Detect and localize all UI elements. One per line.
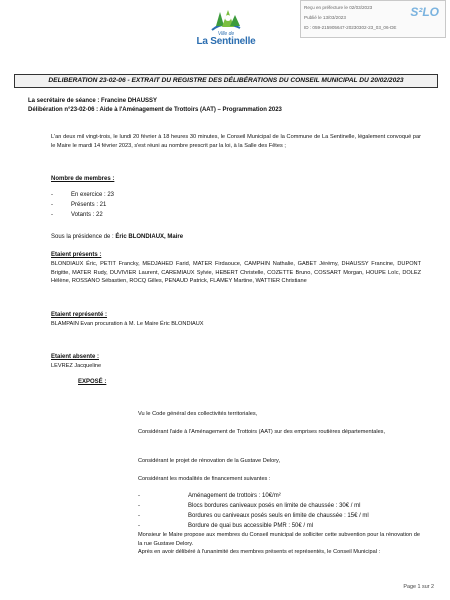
nombre-dash-1: - [51, 192, 53, 198]
nombre-item: Votants : 22 [71, 212, 103, 218]
logo-subtitle: Ville de [217, 31, 235, 37]
financement-dash-1: - [138, 493, 140, 499]
stamp-published: Publié le 13/03/2023 [304, 15, 346, 20]
presidence-name: Éric BLONDIAUX, Maire [115, 234, 184, 240]
nombre-title: Nombre de membres : [51, 176, 115, 182]
nombre-dash-3: - [51, 212, 53, 218]
absente-title: Etaient absente : [51, 354, 100, 360]
deliberation-banner: DELIBERATION 23-02-06 - EXTRAIT DU REGISTRE DES DÉLIBÉRATIONS DU CONSEIL MUNICIPAL DU 20/02/2023 [14, 74, 438, 88]
presents-title: Etaient présents : [51, 252, 102, 258]
stamp-id: ID : 059-215905647-20230302-23_03_06-DE [304, 25, 397, 30]
financement-item: Bordures ou caniveaux posés seuls en limite de chaussée : 15€ / ml [188, 513, 369, 519]
monsieur-paragraph: Monsieur le Maire propose aux membres du Conseil municipal de solliciter cette subvention pour la rénovation de la rue Gustave Delory. [138, 532, 420, 547]
represente-text: BLAMPAIN Evan procuration à M. Le Maire Éric BLONDIAUX [51, 321, 204, 327]
financement-item: Bordure de quai bus accessible PMR : 50€ / ml [188, 523, 314, 529]
intro-paragraph: L'an deux mil vingt-trois, le lundi 20 février à 18 heures 30 minutes, le Conseil Municipal de la Commune de La Sentinelle, légalement convoqué par le Maire le mardi 14 février 2023, s'est réuni au nombre prescrit par la loi, à la Salle des Fêtes ; [51, 134, 421, 149]
prefecture-stamp [300, 0, 446, 38]
presidence-line [51, 233, 183, 241]
logo-emblem-icon [190, 6, 262, 34]
considerant-modalites: Considérant les modalités de financement suivantes : [138, 476, 271, 482]
s2lo-logo: S²LO [410, 5, 439, 19]
considerant-projet: Considérant le projet de rénovation de la Gustave Delory, [138, 458, 280, 464]
secretaire-line: La secrétaire de séance : Francine DHAUSSY [28, 98, 158, 104]
apres-paragraph: Après en avoir délibéré à l'unanimité des membres présents et représentés, le Conseil Municipal : [138, 549, 381, 555]
presents-list: BLONDIAUX Éric, PETIT Francky, MEDJAHED Farid, MATER Firdaouce, CAMPHIN Nathalie, GABET Jérémy, DHAUSSY Francine, DUPONT Brigitte, MATER Rudy, DUVIVIER Laurent, CAREMIAUX Sylvie, HEBERT Christelle, COZETTE Bruno, COSSART Morgan, HOUPE Loïc, DOLEZ Hélène, ROSSANO Sébastien, ROCQ Gilles, PENAUD Patrick, FLAMEY Martine, WATTIER Christiane [51, 261, 421, 284]
financement-dash-4: - [138, 523, 140, 529]
nombre-item: En exercice : 23 [71, 192, 115, 198]
nombre-dash-2: - [51, 202, 53, 208]
financement-dash-2: - [138, 503, 140, 509]
page-number: Page 1 sur 2 [403, 584, 434, 590]
logo-title: La Sentinelle [196, 36, 256, 47]
absente-text: LEVREZ Jacqueline [51, 363, 102, 369]
town-logo [190, 6, 262, 52]
financement-dash-3: - [138, 513, 140, 519]
stamp-received: Reçu en préfecture le 02/03/2023 [304, 5, 373, 10]
financement-item: Aménagement de trottoirs : 10€/m² [188, 493, 281, 499]
considerant-aat: Considérant l'aide à l'Aménagement de Trottoirs (AAT) sur des emprises routières départementales, [138, 429, 386, 435]
nombre-item: Présents : 21 [71, 202, 107, 208]
presidence-label: Sous la présidence de : [51, 234, 116, 240]
vu-paragraph: Vu le Code général des collectivités territoriales, [138, 411, 258, 417]
represente-title: Etaient représenté : [51, 312, 108, 318]
financement-item: Blocs bordures caniveaux posés en limite de chaussée : 30€ / ml [188, 503, 361, 509]
expose-title: EXPOSÉ : [78, 379, 107, 385]
deliberation-title: Délibération n°23-02-06 : Aide à l'Aménagement de Trottoirs (AAT) – Programmation 2023 [28, 107, 282, 113]
